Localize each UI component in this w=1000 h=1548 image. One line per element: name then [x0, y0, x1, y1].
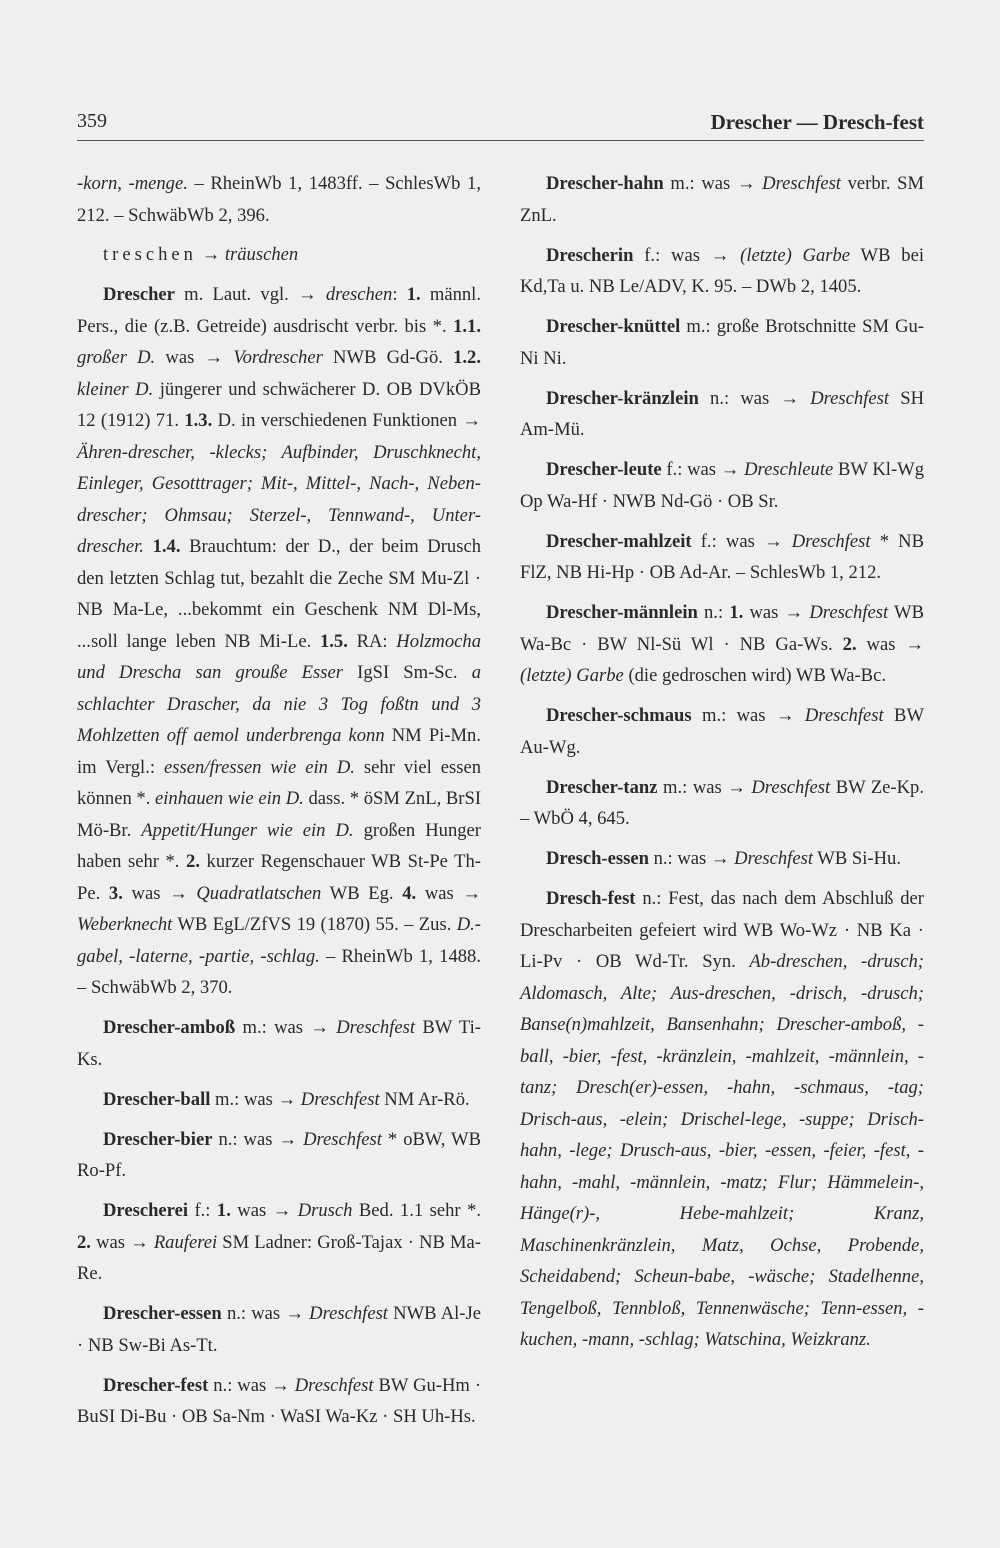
headword: Drescher-fest [103, 1374, 209, 1396]
italic-text: Dreschfest [300, 1088, 380, 1110]
entry-drescherei [77, 1195, 481, 1290]
italic-text: Dreschfest [309, 1303, 388, 1324]
headword: Drescher-schmaus [546, 705, 692, 726]
entry-dresch-fest [520, 883, 924, 1356]
entry-text: m.: was → [663, 173, 763, 194]
entry-text: n.: Fest, das nach dem Abschluß der Drescharbeiten gefeiert wird WB Wo-Wz · NB Ka · Li-Pv · OB Wd-Tr. Syn. [520, 888, 924, 972]
italic-text: (letzte) Garbe [520, 665, 624, 686]
italic-text: Rauferei [153, 1231, 218, 1253]
entry-text: WB bei Kd,Ta u. NB Le/ADV, K. 95. – DWb 2, 1405. [520, 244, 924, 297]
sense-number: 1. [406, 284, 421, 305]
entry-text: D. in verschiedenen Funktionen → [212, 410, 481, 431]
entry-text: Bed. 1.1 sehr *. [352, 1200, 481, 1221]
header-rule [77, 140, 924, 141]
sense-number: 2. [77, 1231, 91, 1253]
entry-drescher-maennlein [520, 597, 924, 692]
entry-text: Brauchtum: der D., der beim Drusch den letzten Schlag tut, bezahlt die Zeche SM Mu-Zl · NB Ma-Le, ...bekommt ein Geschenk NM Dl-Ms, ...soll lange leben NB Mi-Le. [77, 536, 481, 652]
headword: Dresch-essen [546, 848, 649, 869]
entry-text [144, 536, 153, 557]
entry-text: was → [155, 347, 234, 368]
entry-text: was → [122, 882, 197, 904]
entry-text: NM Ar-Rö. [379, 1088, 470, 1110]
entry-drescher-schmaus [520, 700, 924, 763]
headword: Drescher-tanz [546, 776, 658, 798]
headword: Drescher [103, 284, 175, 305]
italic-text: a schlachter Drascher, da nie 3 Tog foßtn und 3 Mohlzetten off aemol underbrenga konn [77, 662, 481, 746]
entry-text: RA: [347, 630, 397, 652]
entry-text: großen Hunger haben sehr *. [77, 819, 481, 872]
entry-text: WB Si-Hu. [813, 848, 901, 869]
entry-text: SH Am-Mü. [520, 387, 924, 440]
italic-text: Dreschfest [303, 1128, 382, 1150]
entry-text: WB Eg. [321, 882, 403, 904]
entry-text: was → [230, 1200, 298, 1221]
entry-drescher-fest [77, 1370, 481, 1433]
entry-text: BW Gu-Hm · BuSI Di-Bu · OB Sa-Nm · WaSI Wa-Kz · SH Uh-Hs. [77, 1374, 482, 1427]
italic-text: Ab-dreschen, -drusch; Aldomasch, Alte; Aus-dreschen, -drisch, -drusch; Banse(n)mahlzeit, Bansenhahn; Drescher-amboß, -ball, -bier, -fest, -kränzlein, -mahlzeit, -männlein, -tanz; Dresch(er)-essen, -hahn, -schmaus, -tag; Drisch-aus, -elein; Drischel-lege, -suppe; Drisch-hahn, -lege; Drusch-aus, -bier, -essen, -feier, -fest, -hahn, -mahl, -männlein, -matz; Flur; Hämmelein-, Hänge(r)-, Hebe-mahlzeit; Kranz, Maschinenkränzlein, Matz, Ochse, Probende, Scheidabend; Scheun-babe, -wäsche; Stadelhenne, Tengelboß, Tennbloß, Tennenwäsche; Tenn-essen, -kuchen, -mann, -schlag; Watschina, Weizkranz. [520, 951, 924, 1350]
sense-number: 1.3. [184, 410, 213, 431]
italic-text: dreschen [325, 284, 393, 305]
italic-text: essen/fressen wie ein D. [164, 756, 355, 778]
entry-text: * NB FlZ, NB Hi-Hp · OB Ad-Ar. – SchlesWb 1, 212. [520, 530, 924, 583]
entry-drescherin [520, 240, 924, 303]
entry-text: m.: was → [657, 776, 752, 798]
left-column [77, 168, 481, 1441]
entry-text: BW Ti-Ks. [77, 1017, 481, 1070]
entry-text: BW Au-Wg. [520, 705, 924, 758]
right-column [520, 168, 924, 1364]
sense-number: 1.5. [319, 630, 348, 652]
entry-text: m. Laut. vgl. → [174, 284, 326, 305]
entry-drescher [77, 279, 481, 1004]
italic-text: -korn, -menge. [77, 173, 188, 194]
entry-text: dass. * öSM ZnL, BrSI Mö-Br. [77, 788, 482, 841]
entry-text: n.: was → [212, 1128, 304, 1150]
entry-drescher-ball [77, 1084, 481, 1116]
entry-text: WB EgL/ZfVS 19 (1870) 55. – Zus. [172, 914, 457, 935]
italic-text: (letzte) Garbe [740, 244, 851, 266]
entry-text: was → [416, 882, 481, 904]
headword: Drescher-essen [103, 1303, 222, 1324]
entry-text: NM Pi-Mn. im Vergl.: [77, 725, 481, 778]
italic-text: Dreschfest [809, 602, 889, 623]
italic-text: Dreschfest [804, 705, 884, 726]
entry-text: : [392, 284, 407, 305]
entry-drescher-tanz [520, 772, 924, 835]
sense-number: 2. [186, 851, 200, 872]
entry-text: verbr. SM ZnL. [520, 173, 924, 226]
sense-number: 3. [108, 882, 123, 904]
spaced-headword: treschen [103, 244, 197, 265]
sense-number: 1. [216, 1200, 231, 1221]
entry-drescher-essen [77, 1298, 481, 1361]
headword: Drescher-knüttel [546, 316, 681, 337]
headword: Drescherin [546, 244, 634, 266]
entry-text: NWB Gd-Gö. [322, 347, 454, 368]
italic-text: Quadratlatschen [196, 882, 322, 904]
italic-text: Ähren-drescher, -klecks; Aufbinder, Druschknecht, Einleger, Gesotttrager; Mit-, Mittel-, Nach-, Neben-drescher; Ohmsau; Sterzel-, Tennwand-, Unter-drescher. [77, 441, 481, 557]
entry-drescher-knuettel [520, 311, 924, 374]
italic-text: großer D. [77, 347, 156, 368]
entry-text: – RheinWb 1, 1488. – SchwäbWb 2, 370. [77, 945, 481, 998]
entry-text: WB Wa-Bc · BW Nl-Sü Wl · NB Ga-Ws. [520, 602, 924, 655]
sense-number: 1. [729, 602, 744, 623]
entry-text: was → [90, 1231, 154, 1253]
page-header [77, 110, 924, 138]
entry-dresch-essen [520, 843, 924, 875]
sense-number: 1.1. [453, 315, 481, 337]
page-number: 359 [77, 110, 107, 132]
italic-text: Dreschfest [810, 387, 890, 409]
entry-text: n.: was → [208, 1374, 295, 1396]
entry-text: n.: was → [698, 387, 811, 409]
entry-text: was → [856, 633, 924, 655]
italic-text: Dreschleute [744, 459, 834, 480]
italic-text: D.-gabel, -laterne, -partie, -schlag. [77, 914, 481, 967]
headword: Drescher-leute [546, 459, 662, 480]
running-title: Drescher — Dresch-fest [710, 110, 924, 134]
italic-text: Dreschfest [336, 1017, 416, 1038]
headword: Drescher-ball [103, 1088, 211, 1110]
entry-drescher-bier [77, 1124, 481, 1187]
entry-text: f.: was → [691, 530, 792, 552]
italic-text: Dreschfest [762, 173, 841, 194]
entry-text: NWB Al-Je · NB Sw-Bi As-Tt. [77, 1303, 481, 1356]
entry-text: kurzer Regenschauer WB St-Pe Th-Pe. [77, 851, 481, 904]
italic-text: Dreschfest [751, 776, 831, 798]
entry-text: m.: was → [210, 1088, 301, 1110]
italic-text: Drusch [297, 1200, 353, 1221]
entry-text: → [196, 244, 225, 265]
entry-text: f.: was → [661, 459, 745, 480]
entry-drescher-hahn [520, 168, 924, 231]
italic-text: Vordrescher [233, 347, 323, 368]
entry-text: IgSI Sm-Sc. [342, 662, 472, 683]
entry-drescher-amboss [77, 1012, 481, 1075]
entry-continuation [77, 168, 481, 231]
entry-text: BW Kl-Wg Op Wa-Hf · NWB Nd-Gö · OB Sr. [520, 459, 924, 512]
entry-text: m.: große Brotschnitte SM Gu-Ni Ni. [520, 316, 924, 369]
entry-text: BW Ze-Kp. – WbÖ 4, 645. [520, 776, 924, 829]
sense-number: 2. [842, 633, 857, 655]
entry-drescher-leute [520, 454, 924, 517]
headword: Drescher-männlein [546, 602, 698, 623]
headword: Drescherei [103, 1200, 189, 1221]
entry-text: f.: [188, 1200, 217, 1221]
italic-text: träuschen [224, 244, 299, 265]
sense-number: 4. [402, 882, 417, 904]
headword: Drescher-kränzlein [546, 387, 699, 409]
italic-text: Dreschfest [791, 530, 871, 552]
italic-text: Dreschfest [734, 848, 813, 869]
headword: Drescher-hahn [546, 173, 664, 194]
entry-text: m.: was → [235, 1017, 337, 1038]
entry-drescher-kraenzlein [520, 383, 924, 446]
entry-text: n.: [697, 602, 730, 623]
entry-text: n.: was → [648, 848, 735, 869]
italic-text: kleiner D. [77, 378, 154, 400]
entry-text: m.: was → [691, 705, 805, 726]
italic-text: Holzmocha und Drescha san grouße Esser [77, 630, 481, 683]
entry-text: SM Ladner: Groß-Tajax · NB Ma-Re. [77, 1231, 481, 1284]
entry-text: n.: was → [221, 1303, 310, 1324]
sense-number: 1.4. [152, 536, 181, 557]
entry-treschen [77, 239, 481, 271]
sense-number: 1.2. [453, 347, 481, 368]
entry-text: männl. Pers., die (z.B. Getreide) ausdrischt verbr. bis *. [77, 284, 481, 337]
headword: Dresch-fest [546, 888, 636, 909]
entry-text: (die gedroschen wird) WB Wa-Bc. [623, 665, 886, 686]
entry-text: sehr viel essen können *. [77, 756, 481, 809]
entry-text: was → [743, 602, 810, 623]
headword: Drescher-bier [103, 1128, 213, 1150]
entry-drescher-mahlzeit [520, 526, 924, 589]
italic-text: Weberknecht [77, 914, 173, 935]
headword: Drescher-amboß [103, 1017, 236, 1038]
headword: Drescher-mahlzeit [546, 530, 692, 552]
entry-text: – RheinWb 1, 1483ff. – SchlesWb 1, 212. – SchwäbWb 2, 396. [77, 173, 481, 226]
italic-text: einhauen wie ein D. [155, 788, 304, 809]
italic-text: Dreschfest [294, 1374, 374, 1396]
entry-text: jüngerer und schwächerer D. OB DVkÖB 12 (1912) 71. [77, 378, 481, 431]
entry-text: * oBW, WB Ro-Pf. [77, 1128, 481, 1181]
italic-text: Appetit/Hunger wie ein D. [141, 819, 354, 841]
entry-text: f.: was → [633, 244, 741, 266]
